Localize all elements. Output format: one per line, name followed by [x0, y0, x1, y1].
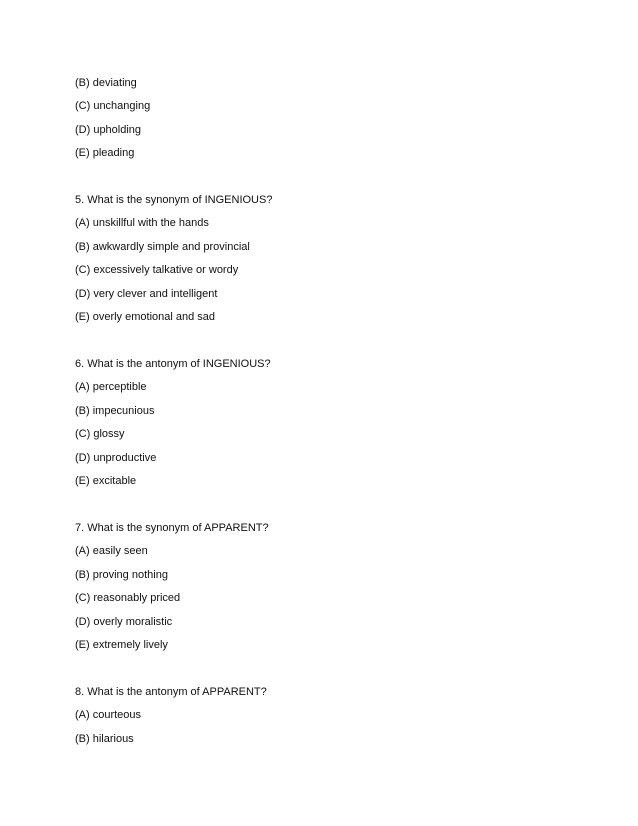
- answer-option: (E) overly emotional and sad: [75, 311, 216, 323]
- answer-option: (C) glossy: [75, 428, 125, 440]
- answer-option: (D) upholding: [75, 124, 142, 136]
- question-5: 5. What is the synonym of INGENIOUS?: [75, 194, 273, 206]
- question-7: 7. What is the synonym of APPARENT?: [75, 522, 269, 534]
- answer-option: (B) deviating: [75, 77, 137, 89]
- answer-option: (A) courteous: [75, 709, 142, 721]
- answer-option: (B) hilarious: [75, 733, 134, 745]
- answer-option: (A) unskillful with the hands: [75, 217, 209, 229]
- answer-option: (D) very clever and intelligent: [75, 288, 218, 300]
- answer-option: (A) easily seen: [75, 545, 148, 557]
- answer-option: (E) excitable: [75, 475, 137, 487]
- answer-option: (B) proving nothing: [75, 569, 168, 581]
- answer-option: (C) excessively talkative or wordy: [75, 264, 239, 276]
- answer-option: (E) pleading: [75, 147, 135, 159]
- answer-option: (D) overly moralistic: [75, 616, 173, 628]
- answer-option: (B) impecunious: [75, 405, 155, 417]
- answer-option: (E) extremely lively: [75, 639, 168, 651]
- answer-option: (C) unchanging: [75, 100, 151, 112]
- question-8: 8. What is the antonym of APPARENT?: [75, 686, 267, 698]
- answer-option: (A) perceptible: [75, 381, 147, 393]
- answer-option: (C) reasonably priced: [75, 592, 181, 604]
- question-6: 6. What is the antonym of INGENIOUS?: [75, 358, 271, 370]
- answer-option: (D) unproductive: [75, 452, 157, 464]
- answer-option: (B) awkwardly simple and provincial: [75, 241, 250, 253]
